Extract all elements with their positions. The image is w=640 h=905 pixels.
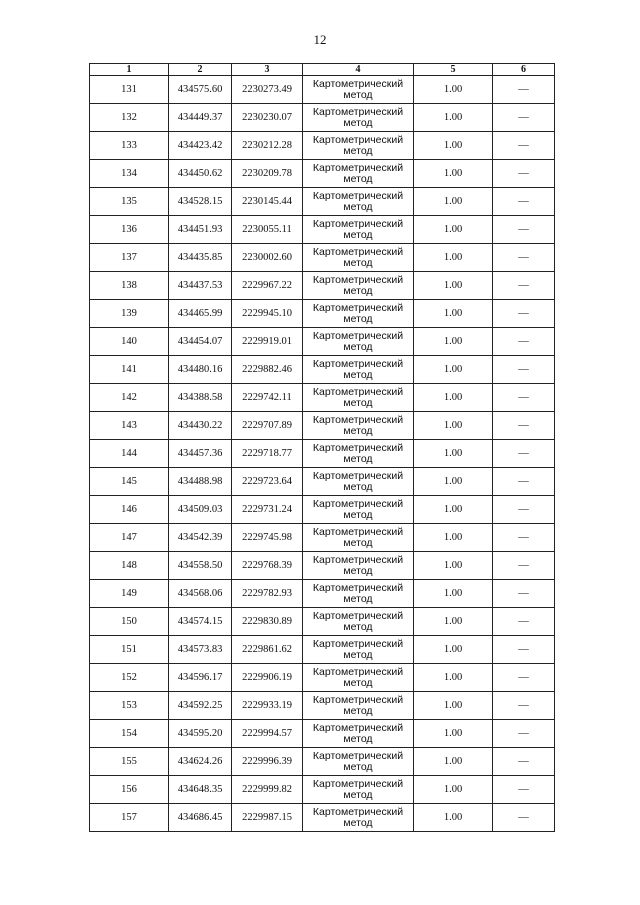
table-row [90, 244, 555, 272]
method-line-1: Картометрический [312, 637, 404, 650]
accuracy-cell: 1.00 [414, 748, 493, 776]
accuracy-cell: 1.00 [414, 580, 493, 608]
coordinate-y-cell: 2229994.57 [232, 720, 303, 748]
accuracy-cell: 1.00 [414, 300, 493, 328]
coordinate-x-cell: 434592.25 [169, 692, 232, 720]
note-cell: — [493, 552, 555, 580]
point-number-cell: 133 [90, 132, 169, 160]
column-header-4: 4 [303, 64, 414, 76]
accuracy-cell: 1.00 [414, 468, 493, 496]
accuracy-cell: 1.00 [414, 412, 493, 440]
accuracy-cell: 1.00 [414, 104, 493, 132]
method-cell [303, 552, 414, 580]
table-row [90, 104, 555, 132]
method-line-1: Картометрический [312, 553, 404, 566]
table-row [90, 328, 555, 356]
column-header-2: 2 [169, 64, 232, 76]
coordinate-x-cell: 434430.22 [169, 412, 232, 440]
point-number-cell: 136 [90, 216, 169, 244]
coordinate-x-cell: 434480.16 [169, 356, 232, 384]
accuracy-cell: 1.00 [414, 776, 493, 804]
note-cell: — [493, 776, 555, 804]
method-line-2: метод [343, 480, 373, 493]
coordinate-y-cell: 2229967.22 [232, 272, 303, 300]
table-row [90, 216, 555, 244]
coordinate-y-cell: 2229830.89 [232, 608, 303, 636]
accuracy-cell: 1.00 [414, 804, 493, 832]
note-cell: — [493, 160, 555, 188]
table-row [90, 132, 555, 160]
note-cell: — [493, 468, 555, 496]
table-row [90, 524, 555, 552]
method-line-2: метод [343, 116, 373, 129]
method-line-2: метод [343, 424, 373, 437]
point-number-cell: 146 [90, 496, 169, 524]
table-row [90, 412, 555, 440]
method-cell [303, 160, 414, 188]
method-cell [303, 804, 414, 832]
point-number-cell: 143 [90, 412, 169, 440]
point-number-cell: 139 [90, 300, 169, 328]
coordinate-x-cell: 434451.93 [169, 216, 232, 244]
method-line-2: метод [343, 368, 373, 381]
method-line-1: Картометрический [312, 385, 404, 398]
method-line-2: метод [343, 816, 373, 829]
coordinate-y-cell: 2229996.39 [232, 748, 303, 776]
coordinate-x-cell: 434454.07 [169, 328, 232, 356]
method-line-1: Картометрический [312, 77, 404, 90]
note-cell: — [493, 608, 555, 636]
note-cell: — [493, 524, 555, 552]
coordinate-x-cell: 434624.26 [169, 748, 232, 776]
coordinate-y-cell: 2229782.93 [232, 580, 303, 608]
column-header-3: 3 [232, 64, 303, 76]
method-cell [303, 384, 414, 412]
coordinate-x-cell: 434648.35 [169, 776, 232, 804]
coordinate-y-cell: 2229999.82 [232, 776, 303, 804]
coordinate-x-cell: 434457.36 [169, 440, 232, 468]
accuracy-cell: 1.00 [414, 328, 493, 356]
column-header-5: 5 [414, 64, 493, 76]
table-row [90, 440, 555, 468]
coordinate-x-cell: 434423.42 [169, 132, 232, 160]
coordinate-y-cell: 2229933.19 [232, 692, 303, 720]
accuracy-cell: 1.00 [414, 720, 493, 748]
accuracy-cell: 1.00 [414, 636, 493, 664]
method-cell [303, 76, 414, 104]
note-cell: — [493, 300, 555, 328]
coordinate-y-cell: 2229945.10 [232, 300, 303, 328]
accuracy-cell: 1.00 [414, 496, 493, 524]
coordinate-x-cell: 434488.98 [169, 468, 232, 496]
method-line-2: метод [343, 144, 373, 157]
method-cell [303, 300, 414, 328]
coordinate-x-cell: 434465.99 [169, 300, 232, 328]
coordinate-x-cell: 434595.20 [169, 720, 232, 748]
method-line-2: метод [343, 704, 373, 717]
point-number-cell: 144 [90, 440, 169, 468]
method-cell [303, 664, 414, 692]
table-row [90, 300, 555, 328]
method-line-1: Картометрический [312, 749, 404, 762]
method-line-1: Картометрический [312, 777, 404, 790]
method-line-2: метод [343, 788, 373, 801]
method-line-2: метод [343, 228, 373, 241]
table-row [90, 580, 555, 608]
method-line-2: метод [343, 340, 373, 353]
method-line-1: Картометрический [312, 413, 404, 426]
note-cell: — [493, 496, 555, 524]
method-cell [303, 328, 414, 356]
table-row [90, 468, 555, 496]
table-body [90, 76, 555, 832]
point-number-cell: 152 [90, 664, 169, 692]
coordinate-x-cell: 434509.03 [169, 496, 232, 524]
table-row [90, 356, 555, 384]
method-line-1: Картометрический [312, 189, 404, 202]
accuracy-cell: 1.00 [414, 76, 493, 104]
table-row [90, 552, 555, 580]
coordinate-y-cell: 2230209.78 [232, 160, 303, 188]
table-row [90, 776, 555, 804]
note-cell: — [493, 748, 555, 776]
method-cell [303, 776, 414, 804]
point-number-cell: 131 [90, 76, 169, 104]
method-line-2: метод [343, 508, 373, 521]
method-line-1: Картометрический [312, 357, 404, 370]
accuracy-cell: 1.00 [414, 552, 493, 580]
note-cell: — [493, 664, 555, 692]
coordinate-y-cell: 2229707.89 [232, 412, 303, 440]
method-line-2: метод [343, 88, 373, 101]
coordinate-y-cell: 2230230.07 [232, 104, 303, 132]
accuracy-cell: 1.00 [414, 524, 493, 552]
method-cell [303, 692, 414, 720]
note-cell: — [493, 188, 555, 216]
table-row [90, 748, 555, 776]
method-line-1: Картометрический [312, 581, 404, 594]
method-line-1: Картометрический [312, 217, 404, 230]
coordinate-y-cell: 2229768.39 [232, 552, 303, 580]
coordinate-x-cell: 434574.15 [169, 608, 232, 636]
method-line-1: Картометрический [312, 497, 404, 510]
method-line-1: Картометрический [312, 301, 404, 314]
coordinate-x-cell: 434437.53 [169, 272, 232, 300]
table-row [90, 720, 555, 748]
accuracy-cell: 1.00 [414, 440, 493, 468]
note-cell: — [493, 216, 555, 244]
method-cell [303, 468, 414, 496]
coordinate-y-cell: 2229861.62 [232, 636, 303, 664]
point-number-cell: 150 [90, 608, 169, 636]
accuracy-cell: 1.00 [414, 384, 493, 412]
point-number-cell: 142 [90, 384, 169, 412]
point-number-cell: 141 [90, 356, 169, 384]
accuracy-cell: 1.00 [414, 664, 493, 692]
method-cell [303, 748, 414, 776]
coordinate-y-cell: 2229731.24 [232, 496, 303, 524]
coordinate-y-cell: 2229919.01 [232, 328, 303, 356]
accuracy-cell: 1.00 [414, 188, 493, 216]
method-cell [303, 216, 414, 244]
method-cell [303, 636, 414, 664]
method-line-2: метод [343, 760, 373, 773]
note-cell: — [493, 692, 555, 720]
coordinate-y-cell: 2230002.60 [232, 244, 303, 272]
coordinate-x-cell: 434435.85 [169, 244, 232, 272]
accuracy-cell: 1.00 [414, 692, 493, 720]
method-line-1: Картометрический [312, 329, 404, 342]
coordinate-x-cell: 434575.60 [169, 76, 232, 104]
table-row [90, 496, 555, 524]
method-cell [303, 524, 414, 552]
method-line-1: Картометрический [312, 245, 404, 258]
method-line-2: метод [343, 676, 373, 689]
method-line-2: метод [343, 396, 373, 409]
accuracy-cell: 1.00 [414, 132, 493, 160]
table-header-row [90, 64, 555, 76]
method-line-2: метод [343, 732, 373, 745]
table-row [90, 384, 555, 412]
accuracy-cell: 1.00 [414, 608, 493, 636]
coordinate-x-cell: 434449.37 [169, 104, 232, 132]
coordinate-x-cell: 434450.62 [169, 160, 232, 188]
method-cell [303, 356, 414, 384]
method-cell [303, 608, 414, 636]
coordinate-y-cell: 2229987.15 [232, 804, 303, 832]
coordinate-y-cell: 2229882.46 [232, 356, 303, 384]
note-cell: — [493, 636, 555, 664]
table-row [90, 188, 555, 216]
method-cell [303, 188, 414, 216]
note-cell: — [493, 384, 555, 412]
table-row [90, 160, 555, 188]
point-number-cell: 138 [90, 272, 169, 300]
coordinate-x-cell: 434686.45 [169, 804, 232, 832]
method-line-2: метод [343, 172, 373, 185]
note-cell: — [493, 76, 555, 104]
coordinate-x-cell: 434558.50 [169, 552, 232, 580]
accuracy-cell: 1.00 [414, 356, 493, 384]
table-row [90, 272, 555, 300]
accuracy-cell: 1.00 [414, 272, 493, 300]
method-line-2: метод [343, 312, 373, 325]
method-cell [303, 440, 414, 468]
point-number-cell: 154 [90, 720, 169, 748]
method-line-1: Картометрический [312, 665, 404, 678]
method-line-1: Картометрический [312, 273, 404, 286]
method-cell [303, 132, 414, 160]
method-line-2: метод [343, 452, 373, 465]
method-cell [303, 412, 414, 440]
note-cell: — [493, 272, 555, 300]
note-cell: — [493, 104, 555, 132]
coordinate-x-cell: 434596.17 [169, 664, 232, 692]
point-number-cell: 153 [90, 692, 169, 720]
table-row [90, 636, 555, 664]
coordinate-y-cell: 2230145.44 [232, 188, 303, 216]
point-number-cell: 155 [90, 748, 169, 776]
note-cell: — [493, 580, 555, 608]
method-line-1: Картометрический [312, 441, 404, 454]
method-line-1: Картометрический [312, 469, 404, 482]
point-number-cell: 134 [90, 160, 169, 188]
table-row [90, 692, 555, 720]
point-number-cell: 132 [90, 104, 169, 132]
method-line-1: Картометрический [312, 525, 404, 538]
table-row [90, 76, 555, 104]
point-number-cell: 140 [90, 328, 169, 356]
coordinate-y-cell: 2229742.11 [232, 384, 303, 412]
method-line-2: метод [343, 648, 373, 661]
method-line-1: Картометрический [312, 609, 404, 622]
accuracy-cell: 1.00 [414, 216, 493, 244]
coordinate-x-cell: 434528.15 [169, 188, 232, 216]
point-number-cell: 145 [90, 468, 169, 496]
point-number-cell: 149 [90, 580, 169, 608]
method-line-1: Картометрический [312, 105, 404, 118]
note-cell: — [493, 440, 555, 468]
note-cell: — [493, 804, 555, 832]
column-header-1: 1 [90, 64, 169, 76]
note-cell: — [493, 356, 555, 384]
method-line-1: Картометрический [312, 693, 404, 706]
method-line-2: метод [343, 592, 373, 605]
coordinate-x-cell: 434568.06 [169, 580, 232, 608]
method-line-1: Картометрический [312, 133, 404, 146]
coordinate-y-cell: 2230055.11 [232, 216, 303, 244]
accuracy-cell: 1.00 [414, 160, 493, 188]
method-line-2: метод [343, 564, 373, 577]
page-number: 12 [313, 32, 327, 47]
coordinate-y-cell: 2229745.98 [232, 524, 303, 552]
point-number-cell: 151 [90, 636, 169, 664]
method-cell [303, 580, 414, 608]
method-cell [303, 244, 414, 272]
column-header-6: 6 [493, 64, 555, 76]
note-cell: — [493, 132, 555, 160]
table-row [90, 804, 555, 832]
method-line-2: метод [343, 620, 373, 633]
method-cell [303, 496, 414, 524]
coordinate-y-cell: 2229723.64 [232, 468, 303, 496]
coordinate-x-cell: 434573.83 [169, 636, 232, 664]
point-number-cell: 148 [90, 552, 169, 580]
point-number-cell: 137 [90, 244, 169, 272]
coordinates-table [89, 63, 555, 832]
note-cell: — [493, 328, 555, 356]
note-cell: — [493, 244, 555, 272]
point-number-cell: 135 [90, 188, 169, 216]
method-line-1: Картометрический [312, 721, 404, 734]
table-row [90, 664, 555, 692]
point-number-cell: 157 [90, 804, 169, 832]
method-line-1: Картометрический [312, 161, 404, 174]
coordinate-y-cell: 2230273.49 [232, 76, 303, 104]
method-line-2: метод [343, 256, 373, 269]
coordinate-y-cell: 2229718.77 [232, 440, 303, 468]
point-number-cell: 147 [90, 524, 169, 552]
coordinate-y-cell: 2229906.19 [232, 664, 303, 692]
method-line-2: метод [343, 536, 373, 549]
method-cell [303, 104, 414, 132]
note-cell: — [493, 720, 555, 748]
table-row [90, 608, 555, 636]
method-line-1: Картометрический [312, 805, 404, 818]
method-cell [303, 272, 414, 300]
method-cell [303, 720, 414, 748]
coordinate-x-cell: 434388.58 [169, 384, 232, 412]
coordinate-x-cell: 434542.39 [169, 524, 232, 552]
coordinate-y-cell: 2230212.28 [232, 132, 303, 160]
accuracy-cell: 1.00 [414, 244, 493, 272]
note-cell: — [493, 412, 555, 440]
point-number-cell: 156 [90, 776, 169, 804]
method-line-2: метод [343, 284, 373, 297]
method-line-2: метод [343, 200, 373, 213]
